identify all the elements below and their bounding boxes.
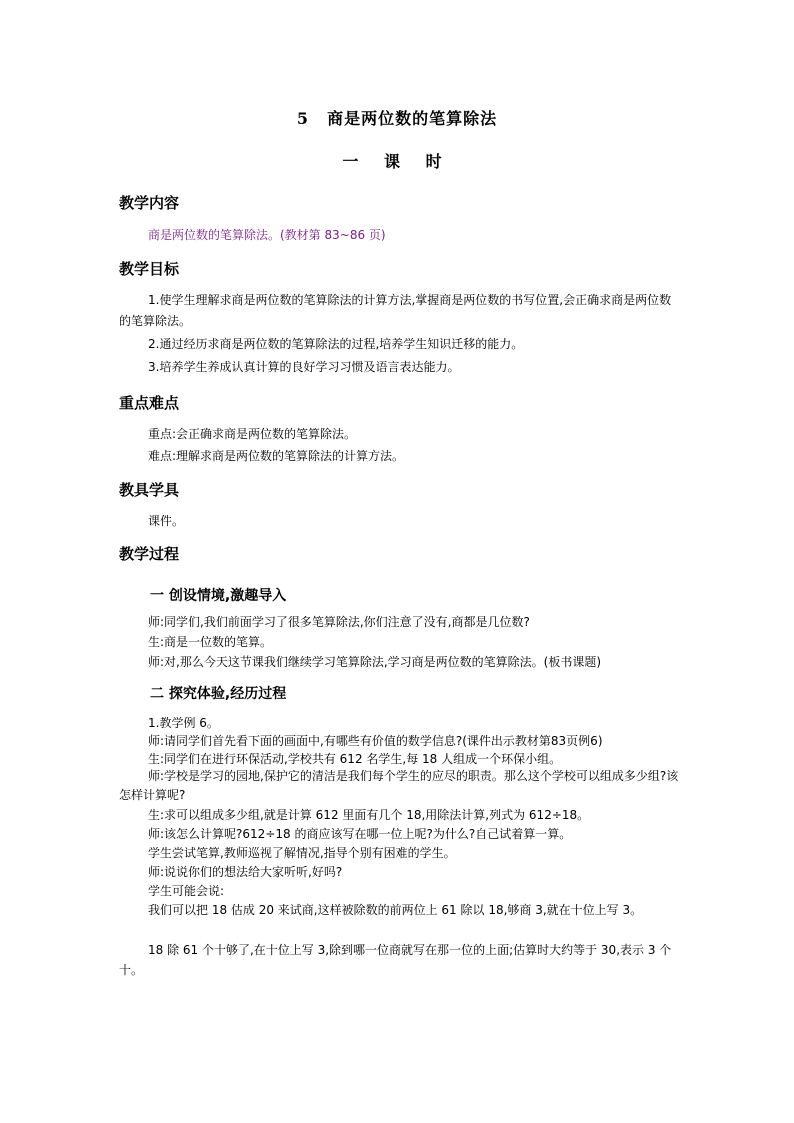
part1-line: 师:对,那么今天这节课我们继续学习笔算除法,学习商是两位数的笔算除法。(板书课题) [148, 655, 602, 669]
part2-line: 师:说说你们的想法给大家听听,好吗? [148, 865, 343, 879]
heading-key: 重点难点 [119, 394, 180, 412]
part2-line: 生:求可以组成多少组,就是计算 612 里面有几个 18,用除法计算,列式为 612÷18。 [148, 808, 590, 822]
tools-text: 课件。 [148, 514, 185, 528]
part2-line: 学生可能会说: [148, 884, 225, 898]
goal-item-1: 1.使学生理解求商是两位数的笔算除法的计算方法,掌握商是两位数的书写位置,会正确求商是两位数的笔算除法。 [119, 293, 672, 328]
lesson-title: 商是两位数的笔算除法 [327, 109, 498, 128]
key-point: 重点:会正确求商是两位数的笔算除法。 [148, 427, 357, 441]
part1-line: 生:商是一位数的笔算。 [148, 635, 273, 649]
part2-line: 师:请同学们首先看下面的画面中,有哪些有价值的数学信息?(课件出示教材第83页例6) [148, 734, 603, 748]
part2-line: 1.教学例 6。 [148, 716, 219, 730]
heading-content: 教学内容 [119, 194, 180, 212]
heading-goals: 教学目标 [119, 260, 180, 278]
part1-title: 一 创设情境,激趣导入 [150, 588, 287, 604]
lesson-number: 5 [296, 109, 310, 128]
page-title [0, 106, 794, 129]
heading-tools: 教具学具 [119, 481, 180, 499]
page-subtitle: 一 课 时 [342, 152, 452, 171]
part2-line: 18 除 61 个十够了,在十位上写 3,除到哪一位商就写在那一位的上面;估算时大约等于 30,表示 3 个十。 [119, 943, 672, 977]
part2-line: 学生尝试笔算,教师巡视了解情况,指导个别有困难的学生。 [148, 846, 456, 860]
part1-line: 师:同学们,我们前面学习了很多笔算除法,你们注意了没有,商都是几位数? [148, 615, 530, 629]
content-text: 商是两位数的笔算除法。(教材第 83~86 页) [148, 228, 386, 242]
goal-item-2: 2.通过经历求商是两位数的笔算除法的过程,培养学生知识迁移的能力。 [148, 337, 524, 351]
part2-line: 师:学校是学习的园地,保护它的清洁是我们每个学生的应尽的职责。那么这个学校可以组成多少组?该怎样计算呢? [119, 769, 679, 802]
goal-item-3: 3.培养学生养成认真计算的良好学习习惯及语言表达能力。 [148, 360, 460, 374]
part2-line: 师:该怎么计算呢?612÷18 的商应该写在哪一位上呢?为什么?自己试着算一算。 [148, 827, 572, 841]
part2-line: 我们可以把 18 估成 20 来试商,这样被除数的前两位上 61 除以 18,够商 3,就在十位上写 3。 [148, 903, 643, 917]
heading-process: 教学过程 [119, 545, 180, 563]
key-difficulty: 难点:理解求商是两位数的笔算除法的计算方法。 [148, 449, 405, 463]
part2-line: 生:同学们在进行环保活动,学校共有 612 名学生,每 18 人组成一个环保小组。 [148, 752, 562, 766]
part2-title: 二 探究体验,经历过程 [150, 686, 287, 702]
